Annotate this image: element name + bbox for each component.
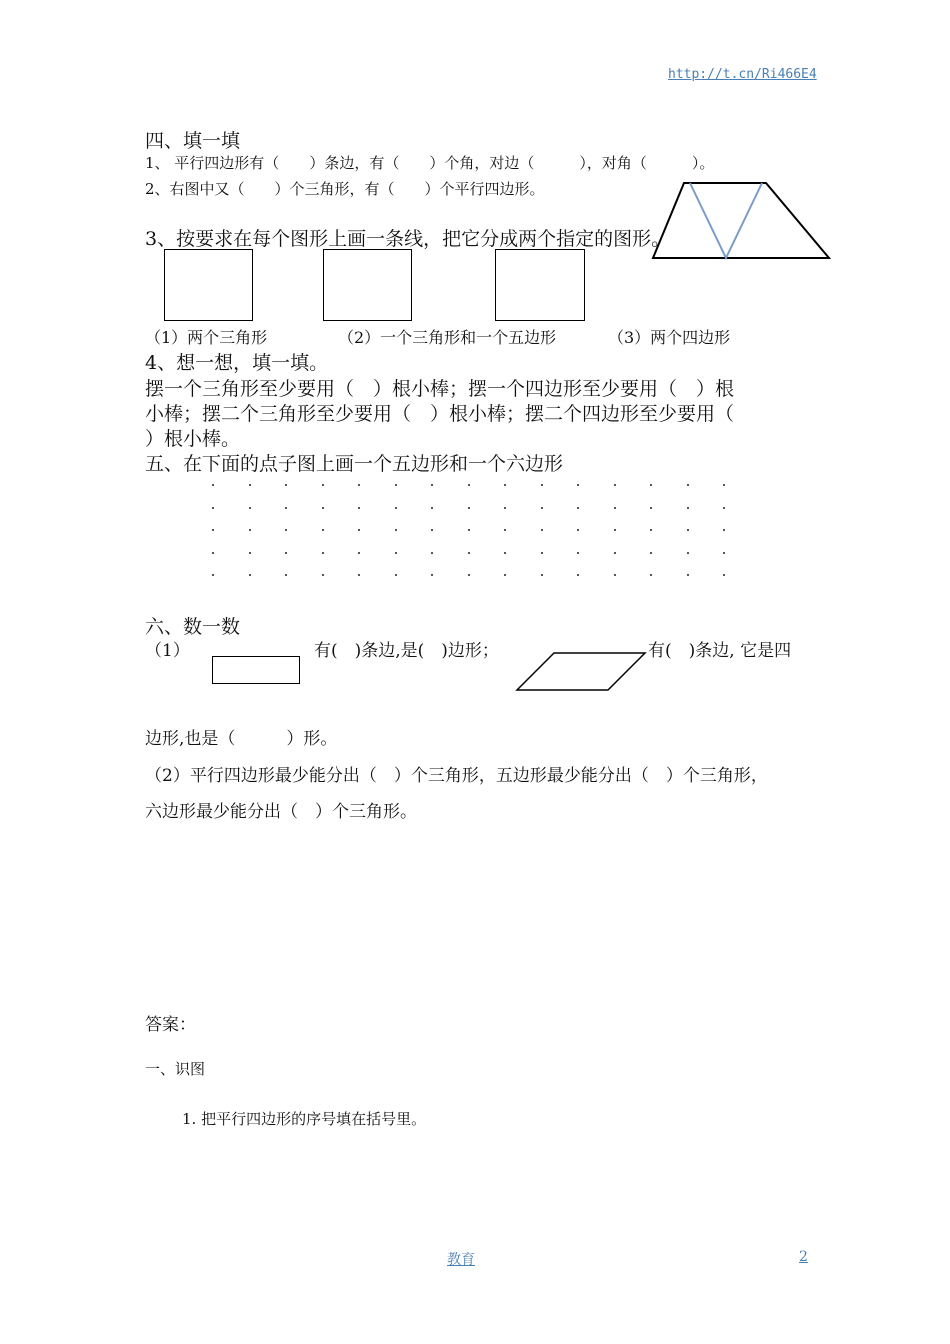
grid-dot	[322, 529, 324, 531]
grid-dot	[650, 552, 652, 554]
grid-dot	[322, 507, 324, 509]
item-1-text-c: 边形,也是（ ）形。	[145, 729, 338, 749]
question-4-3: 3、按要求在每个图形上画一条线，把它分成两个指定的图形。	[145, 228, 671, 250]
question-4-4-title: 4、想一想，填一填。	[145, 352, 329, 374]
grid-dot	[723, 574, 725, 576]
grid-dot	[468, 507, 470, 509]
grid-dot	[614, 529, 616, 531]
answers-title: 答案：	[145, 1015, 196, 1035]
grid-dot	[687, 484, 689, 486]
grid-dot	[249, 574, 251, 576]
grid-dot	[358, 529, 360, 531]
grid-dot	[249, 529, 251, 531]
grid-dot	[650, 484, 652, 486]
grid-dot	[687, 529, 689, 531]
grid-dot	[541, 574, 543, 576]
grid-dot	[504, 574, 506, 576]
grid-dot	[723, 507, 725, 509]
grid-dot	[212, 484, 214, 486]
square-shape-3	[495, 249, 585, 321]
header-url-link[interactable]: http://t.cn/Ri466E4	[668, 67, 817, 82]
grid-dot	[468, 574, 470, 576]
grid-dot	[285, 552, 287, 554]
grid-dot	[614, 574, 616, 576]
question-4-2: 2、右图中又（ ）个三角形，有（ ）个平行四边形。	[145, 180, 545, 198]
item-1-number: （1）	[145, 641, 190, 661]
grid-dot	[577, 507, 579, 509]
grid-dot	[431, 552, 433, 554]
grid-dot	[395, 507, 397, 509]
grid-dot	[285, 484, 287, 486]
parallelogram-shape	[514, 651, 648, 693]
page-number: 2	[799, 1249, 808, 1265]
grid-dot	[249, 552, 251, 554]
shape-label-3: （3）两个四边形	[608, 328, 731, 347]
grid-dot	[395, 529, 397, 531]
grid-dot	[358, 574, 360, 576]
item-2-line2: 六边形最少能分出（ ）个三角形。	[145, 802, 417, 822]
grid-dot	[212, 529, 214, 531]
shape-label-2: （2）一个三角形和一个五边形	[338, 328, 557, 347]
grid-dot	[723, 529, 725, 531]
grid-dot	[650, 574, 652, 576]
grid-dot	[212, 507, 214, 509]
grid-dot	[504, 552, 506, 554]
grid-dot	[395, 552, 397, 554]
item-1-text-a: 有( )条边,是( )边形；	[314, 641, 499, 661]
grid-dot	[504, 529, 506, 531]
grid-dot	[322, 574, 324, 576]
grid-dot	[431, 484, 433, 486]
grid-dot	[358, 552, 360, 554]
answers-section-1: 一、识图	[145, 1060, 206, 1078]
grid-dot	[285, 574, 287, 576]
grid-dot	[577, 552, 579, 554]
grid-dot	[358, 507, 360, 509]
grid-dot	[431, 507, 433, 509]
grid-dot	[614, 507, 616, 509]
grid-dot	[358, 484, 360, 486]
grid-dot	[395, 484, 397, 486]
question-4-1: 1、 平行四边形有（ ）条边，有（ ）个角，对边（ ），对角（ ）。	[145, 154, 715, 172]
grid-dot	[614, 484, 616, 486]
grid-dot	[723, 484, 725, 486]
grid-dot	[577, 484, 579, 486]
grid-dot	[468, 484, 470, 486]
grid-dot	[650, 529, 652, 531]
grid-dot	[431, 529, 433, 531]
grid-dot	[322, 484, 324, 486]
grid-dot	[431, 574, 433, 576]
grid-dot	[687, 507, 689, 509]
grid-dot	[650, 507, 652, 509]
grid-dot	[541, 552, 543, 554]
grid-dot	[541, 484, 543, 486]
grid-dot	[212, 552, 214, 554]
grid-dot	[577, 529, 579, 531]
shape-label-1: （1）两个三角形	[145, 328, 268, 347]
item-2-line1: （2）平行四边形最少能分出（ ）个三角形，五边形最少能分出（ ）个三角形，	[145, 766, 768, 786]
section-5-title: 五、在下面的点子图上画一个五边形和一个六边形	[145, 453, 564, 475]
grid-dot	[468, 552, 470, 554]
question-4-4-line3: ）根小棒。	[145, 428, 241, 450]
question-4-4-line1: 摆一个三角形至少要用（ ）根小棒；摆一个四边形至少要用（ ）根	[145, 378, 735, 400]
grid-dot	[504, 507, 506, 509]
grid-dot	[687, 574, 689, 576]
question-4-4-line2: 小棒；摆二个三角形至少要用（ ）根小棒；摆二个四边形至少要用（	[145, 403, 735, 425]
grid-dot	[249, 484, 251, 486]
section-4-title: 四、填一填	[145, 130, 241, 152]
grid-dot	[504, 484, 506, 486]
square-shape-1	[164, 249, 253, 321]
footer-link[interactable]: 教育	[447, 1252, 475, 1268]
square-shape-2	[323, 249, 412, 321]
grid-dot	[212, 574, 214, 576]
section-6-title: 六、数一数	[145, 616, 241, 638]
grid-dot	[577, 574, 579, 576]
grid-dot	[687, 552, 689, 554]
grid-dot	[285, 507, 287, 509]
answers-item-1: 1. 把平行四边形的序号填在括号里。	[182, 1110, 427, 1128]
grid-dot	[723, 552, 725, 554]
item-1-text-b: 有( )条边, 它是四	[648, 641, 792, 661]
rectangle-shape	[212, 656, 300, 684]
grid-dot	[322, 552, 324, 554]
grid-dot	[541, 529, 543, 531]
grid-dot	[249, 507, 251, 509]
trapezoid-figure	[650, 180, 832, 262]
grid-dot	[395, 574, 397, 576]
grid-dot	[285, 529, 287, 531]
grid-dot	[541, 507, 543, 509]
grid-dot	[468, 529, 470, 531]
grid-dot	[614, 552, 616, 554]
